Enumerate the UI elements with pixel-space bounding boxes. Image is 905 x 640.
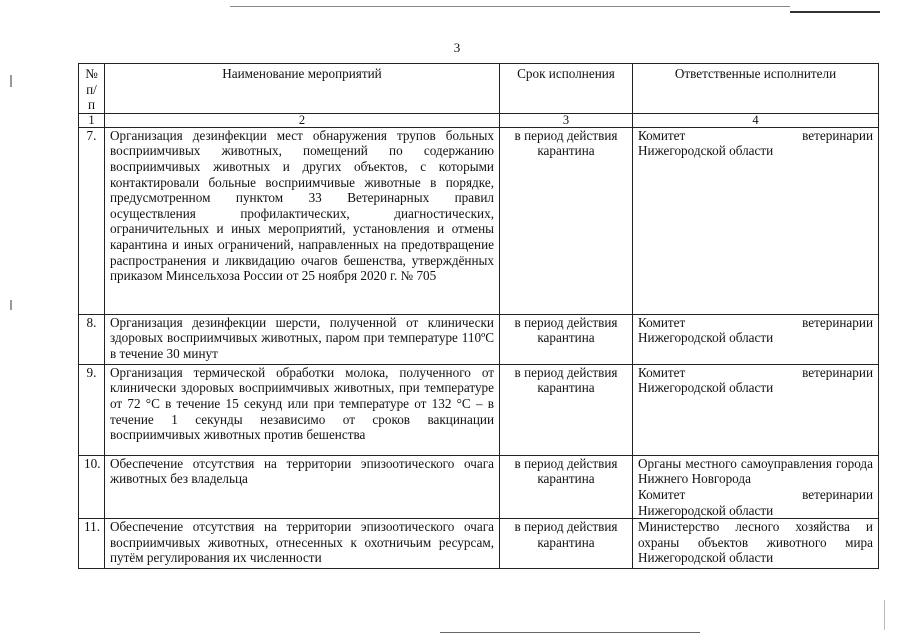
table-row: [79, 127, 879, 314]
responsible-line: [638, 487, 873, 503]
scan-artifact-mark: [10, 300, 12, 310]
header-responsible: Ответственные исполнители: [633, 64, 879, 114]
index-cell: 2: [105, 113, 500, 127]
row-number: 9.: [79, 364, 105, 455]
responsible-line-part: ветеринарии: [802, 364, 873, 380]
responsible-line-part: ветеринарии: [802, 314, 873, 330]
execution-term: в период действия карантина: [500, 127, 633, 314]
measure-name: Организация дезинфекции мест обнаружения трупов больных восприимчивых животных, помещений по содержанию восприимчивых животных и других объектов, с которыми контактировали больные восприимчивые животные в порядке, предусмотренном пунктом 33 Ветеринарных правил осуществления профилактических, диагностических, ограничительных и иных мероприятий, установления и отмены карантина и иных ограничений, направленных на предотвращение распространения и ликвидацию очагов бешенства, утверждённых приказом Минсельхоза России от 25 ноября 2020 г. № 705: [105, 127, 500, 314]
execution-term: в период действия карантина: [500, 314, 633, 364]
responsible-line: [638, 128, 873, 144]
scan-artifact-mark: [10, 75, 12, 87]
measure-name: Обеспечение отсутствия на территории эпизоотического очага животных без владельца: [105, 455, 500, 518]
responsible-line-part: Комитет: [638, 486, 686, 502]
index-cell: 3: [500, 113, 633, 127]
header-name: Наименование мероприятий: [105, 64, 500, 114]
responsible-line: [638, 365, 873, 381]
responsible-executors: [633, 519, 879, 569]
row-number: 8.: [79, 314, 105, 364]
scan-artifact-mark: [884, 600, 885, 630]
table-header-row: [79, 64, 879, 114]
responsible-line: Министерство лесного хозяйства и охраны объектов животного мира Нижегородской области: [638, 519, 873, 566]
header-num: № п/п: [79, 64, 105, 114]
scan-artifact-line: [440, 632, 700, 633]
responsible-line-part: ветеринарии: [802, 127, 873, 143]
measure-name: Организация термической обработки молока, полученного от клинически здоровых восприимчивых животных, при температуре от 72 °С в течение 15 секунд или при температуре от 132 °С – в течение 1 секунды независимо от сроков вакцинации восприимчивых животных против бешенства: [105, 364, 500, 455]
measure-name: Организация дезинфекции шерсти, полученной от клинически здоровых восприимчивых животных, паром при температуре 110ºС в течение 30 минут: [105, 314, 500, 364]
table-row: [79, 519, 879, 569]
row-number: 11.: [79, 519, 105, 569]
table-index-row: [79, 113, 879, 127]
responsible-line-part: Комитет: [638, 127, 686, 143]
responsible-executors: [633, 364, 879, 455]
execution-term: в период действия карантина: [500, 455, 633, 518]
scan-artifact-line: [790, 11, 880, 13]
responsible-line: [638, 315, 873, 331]
responsible-line: Нижегородской области: [638, 143, 774, 159]
index-cell: 1: [79, 113, 105, 127]
responsible-line: Нижегородской области: [638, 330, 774, 346]
table-row: [79, 364, 879, 455]
responsible-executors: [633, 314, 879, 364]
row-number: 10.: [79, 455, 105, 518]
responsible-executors: [633, 455, 879, 518]
header-term: Срок исполнения: [500, 64, 633, 114]
responsible-line-part: Комитет: [638, 364, 686, 380]
responsible-line-part: ветеринарии: [802, 486, 873, 502]
responsible-executors: [633, 127, 879, 314]
table-row: [79, 314, 879, 364]
execution-term: в период действия карантина: [500, 364, 633, 455]
responsible-line: Нижегородской области: [638, 502, 774, 518]
responsible-line: Органы местного самоуправления города Нижнего Новгорода: [638, 455, 873, 487]
measures-table: [78, 63, 879, 569]
responsible-line: Нижегородской области: [638, 380, 774, 396]
responsible-line-part: Комитет: [638, 314, 686, 330]
scan-artifact-line: [230, 6, 790, 7]
page-number: 3: [453, 40, 461, 55]
execution-term: в период действия карантина: [500, 519, 633, 569]
measure-name: Обеспечение отсутствия на территории эпизоотического очага восприимчивых животных, отнесенных к охотничьим ресурсам, путём регулирования их численности: [105, 519, 500, 569]
row-number: 7.: [79, 127, 105, 314]
table-row: [79, 455, 879, 518]
index-cell: 4: [633, 113, 879, 127]
